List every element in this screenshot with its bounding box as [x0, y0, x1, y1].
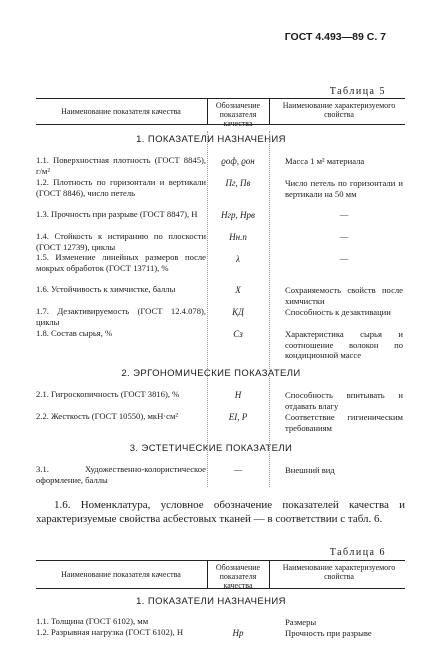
section-title: 1. ПОКАЗАТЕЛИ НАЗНАЧЕНИЯ	[136, 596, 286, 607]
table-row-symbol: Нр	[232, 628, 244, 638]
table-row-symbol: ϱоф, ϱон	[221, 156, 255, 166]
table-row-property: Масса 1 м² материала	[285, 156, 365, 166]
table5-label: Таблица 5	[329, 86, 386, 97]
table-row-symbol: Пг, Пв	[225, 178, 251, 188]
section-title: 1. ПОКАЗАТЕЛИ НАЗНАЧЕНИЯ	[136, 134, 286, 145]
table5-header-divider	[269, 98, 270, 124]
table-row-symbol: КД	[232, 307, 244, 317]
table-row-name: 1.4. Стойкость к истиранию по плоскости (ГОСТ 12739), циклы	[36, 231, 206, 252]
table-row-symbol: λ	[236, 254, 240, 264]
table6-header-divider	[207, 560, 208, 588]
table-row-property: Соответствие гигиеническим требованиям	[285, 412, 403, 433]
table5-top-rule	[36, 98, 405, 99]
table-row-name: 1.5. Изменение линейных размеров после мокрых обработок (ГОСТ 13711), %	[36, 252, 206, 273]
table5-col-symbol-header: Обозначение показателя качества	[215, 101, 261, 128]
table-row-property: Сохраняемость свойств после химчистки	[285, 285, 403, 306]
body-paragraph: 1.6. Номенклатура, условное обозначение показателей качества и характеризуемые свойства асбестовых тканей — в соответствии с табл. 6.	[36, 499, 405, 525]
section-title: 2. ЭРГОНОМИЧЕСКИЕ ПОКАЗАТЕЛИ	[121, 368, 301, 379]
table6-col-symbol-header: Обозначение показателя качества	[215, 563, 261, 590]
table-row-property: Размеры	[285, 617, 317, 627]
table-row-name: 1.8. Состав сырья, %	[36, 328, 113, 338]
table6-label: Таблица 6	[329, 547, 386, 558]
table6-col-name-header: Наименование показателя качества	[61, 570, 181, 579]
table-row-property: —	[339, 231, 349, 241]
table-row-property: Внешний вид	[285, 465, 335, 475]
table6-top-rule	[36, 560, 405, 561]
column-divider	[207, 131, 208, 487]
table-row-name: 1.1. Толщина (ГОСТ 6102), мм	[36, 616, 149, 626]
table-row-name: 2.2. Жесткость (ГОСТ 10550), мкН·см²	[36, 411, 178, 421]
table-row-property: Способность впитывать и отдавать влагу	[285, 390, 403, 411]
page-header: ГОСТ 4.493—89 С. 7	[284, 31, 386, 43]
section-title: 3. ЭСТЕТИЧЕСКИЕ ПОКАЗАТЕЛИ	[129, 443, 293, 454]
table-row-symbol: Нгр, Нрв	[221, 210, 255, 220]
column-divider	[269, 131, 270, 487]
table-row-symbol: —	[233, 465, 242, 475]
table-row-symbol: Н	[234, 390, 242, 400]
table-row-name: 1.6. Устойчивость к химчистке, баллы	[36, 284, 176, 294]
table-row-property: Прочность при разрыве	[285, 628, 372, 638]
table-row-name: 1.3. Прочность при разрыве (ГОСТ 8847), Н	[36, 209, 198, 219]
table5-header-divider	[207, 98, 208, 124]
table-row-name: 1.1. Поверхностная плотность (ГОСТ 8845), г/м²	[36, 155, 206, 176]
table-row-property: —	[339, 209, 349, 219]
table-row-property: Способность к дезактивации	[285, 307, 391, 317]
table-row-symbol: Сз	[233, 329, 243, 339]
table-row-property: Число петель по горизонтали и вертикали на 50 мм	[285, 178, 403, 199]
table-row-name: 1.7. Дезактивируемость (ГОСТ 12.4.078), циклы	[36, 306, 206, 327]
table-row-symbol: EI, P	[228, 412, 248, 422]
table5-header-rule	[36, 124, 405, 125]
table5-col-name-header: Наименование показателя качества	[61, 107, 181, 116]
table-row-property: Характеристика сырья и соотношение волокон по кондиционной массе	[285, 329, 403, 361]
table6-col-property-header: Наименование характеризуемого свойства	[282, 563, 396, 581]
table6-header-rule	[36, 588, 405, 589]
table-row-name: 1.2. Разрывная нагрузка (ГОСТ 6102), Н	[36, 627, 184, 637]
table-row-name: 1.2. Плотность по горизонтали и вертикали (ГОСТ 8846), число петель	[36, 177, 206, 198]
table-row-name: 2.1. Гигроскопичность (ГОСТ 3816), %	[36, 389, 180, 399]
table-row-property: —	[339, 253, 349, 263]
table5-col-property-header: Наименование характеризуемого свойства	[282, 101, 396, 119]
table-row-symbol: X	[235, 285, 241, 295]
table6-header-divider	[269, 560, 270, 588]
table-row-symbol: Нн.п	[229, 232, 247, 242]
table-row-name: 3.1. Художественно-колористическое оформление, баллы	[36, 464, 206, 485]
